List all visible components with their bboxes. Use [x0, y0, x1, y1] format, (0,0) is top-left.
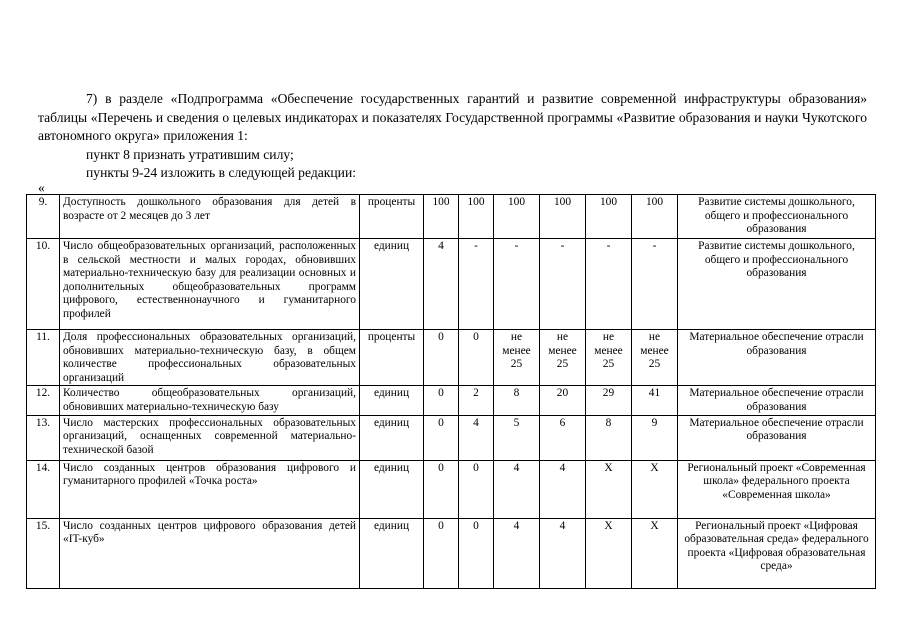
value-cell: 100	[459, 195, 494, 239]
value-cell: 100	[540, 195, 586, 239]
row-number: 14.	[27, 460, 60, 518]
source-cell: Развитие системы дошкольного, общего и профессионального образования	[678, 195, 876, 239]
value-cell: Х	[586, 460, 632, 518]
indicator-name: Число созданных центров образования цифрового и гуманитарного профилей «Точка роста»	[60, 460, 360, 518]
value-cell: -	[632, 239, 678, 330]
row-number: 9.	[27, 195, 60, 239]
table-row	[27, 415, 876, 460]
unit-cell: единиц	[360, 460, 424, 518]
value-cell: 0	[424, 518, 459, 588]
value-cell: 4	[540, 460, 586, 518]
value-cell: 0	[424, 460, 459, 518]
value-cell: 0	[424, 415, 459, 460]
indicator-name: Число мастерских профессиональных образовательных организаций, оснащенных современной материально-технической базой	[60, 415, 360, 460]
value-cell: 100	[424, 195, 459, 239]
unit-cell: единиц	[360, 239, 424, 330]
table-row	[27, 195, 876, 239]
unit-cell: единиц	[360, 386, 424, 415]
unit-cell: единиц	[360, 518, 424, 588]
value-cell: 41	[632, 386, 678, 415]
source-cell: Региональный проект «Современная школа» федерального проекта «Современная школа»	[678, 460, 876, 518]
indicators-table	[26, 194, 876, 589]
value-cell: 4	[494, 460, 540, 518]
row-number: 12.	[27, 386, 60, 415]
value-cell: не менее 25	[632, 330, 678, 386]
value-cell: 9	[632, 415, 678, 460]
unit-cell: единиц	[360, 415, 424, 460]
value-cell: Х	[632, 518, 678, 588]
value-cell: -	[586, 239, 632, 330]
value-cell: не менее 25	[586, 330, 632, 386]
value-cell: 0	[424, 386, 459, 415]
value-cell: 29	[586, 386, 632, 415]
table-row	[27, 239, 876, 330]
source-cell: Материальное обеспечение отрасли образования	[678, 415, 876, 460]
value-cell: -	[540, 239, 586, 330]
table-row	[27, 330, 876, 386]
value-cell: 2	[459, 386, 494, 415]
unit-cell: проценты	[360, 330, 424, 386]
value-cell: не менее 25	[540, 330, 586, 386]
value-cell: 8	[586, 415, 632, 460]
table-row	[27, 386, 876, 415]
indicator-name: Число общеобразовательных организаций, расположенных в сельской местности и малых городах, обновивших материально-техническую базу для реализации основных и дополнительных общеобразовательных программ цифрового, естественнонаучного и гуманитарного профилей	[60, 239, 360, 330]
indicator-name: Число созданных центров цифрового образования детей «IT-куб»	[60, 518, 360, 588]
value-cell: 5	[494, 415, 540, 460]
source-cell: Региональный проект «Цифровая образовательная среда» федерального проекта «Цифровая образовательная среда»	[678, 518, 876, 588]
value-cell: 4	[494, 518, 540, 588]
value-cell: 0	[459, 330, 494, 386]
value-cell: -	[459, 239, 494, 330]
value-cell: -	[494, 239, 540, 330]
value-cell: 0	[424, 330, 459, 386]
value-cell: 20	[540, 386, 586, 415]
value-cell: 8	[494, 386, 540, 415]
table-row	[27, 460, 876, 518]
value-cell: 4	[540, 518, 586, 588]
value-cell: Х	[586, 518, 632, 588]
value-cell: 100	[494, 195, 540, 239]
indicator-name: Количество общеобразовательных организаций, обновивших материально-техническую базу	[60, 386, 360, 415]
value-cell: 6	[540, 415, 586, 460]
opening-quote: «	[38, 180, 45, 195]
indicator-name: Доступность дошкольного образования для детей в возрасте от 2 месяцев до 3 лет	[60, 195, 360, 239]
intro-line-1: пункт 8 признать утратившим силу;	[86, 146, 294, 162]
intro-text	[38, 90, 867, 183]
table-row	[27, 518, 876, 588]
value-cell: 4	[424, 239, 459, 330]
indicator-name: Доля профессиональных образовательных организаций, обновивших материально-техническую базу, в общем количестве профессиональных образовательных организаций	[60, 330, 360, 386]
intro-paragraph: 7) в разделе «Подпрограмма «Обеспечение государственных гарантий и развитие современной инфраструктуры образования» таблицы «Перечень и сведения о целевых индикаторах и показателях Государственной программы «Развитие образования и науки Чукотского автономного округа» приложения 1:	[38, 91, 867, 143]
row-number: 13.	[27, 415, 60, 460]
value-cell: 4	[459, 415, 494, 460]
value-cell: 100	[586, 195, 632, 239]
value-cell: 0	[459, 460, 494, 518]
value-cell: 100	[632, 195, 678, 239]
value-cell: 0	[459, 518, 494, 588]
value-cell: не менее 25	[494, 330, 540, 386]
source-cell: Развитие системы дошкольного, общего и профессионального образования	[678, 239, 876, 330]
row-number: 11.	[27, 330, 60, 386]
row-number: 15.	[27, 518, 60, 588]
source-cell: Материальное обеспечение отрасли образования	[678, 386, 876, 415]
unit-cell: проценты	[360, 195, 424, 239]
value-cell: Х	[632, 460, 678, 518]
row-number: 10.	[27, 239, 60, 330]
source-cell: Материальное обеспечение отрасли образования	[678, 330, 876, 386]
table-body	[27, 195, 876, 589]
intro-line-2: пункты 9-24 изложить в следующей редакции:	[86, 165, 356, 180]
